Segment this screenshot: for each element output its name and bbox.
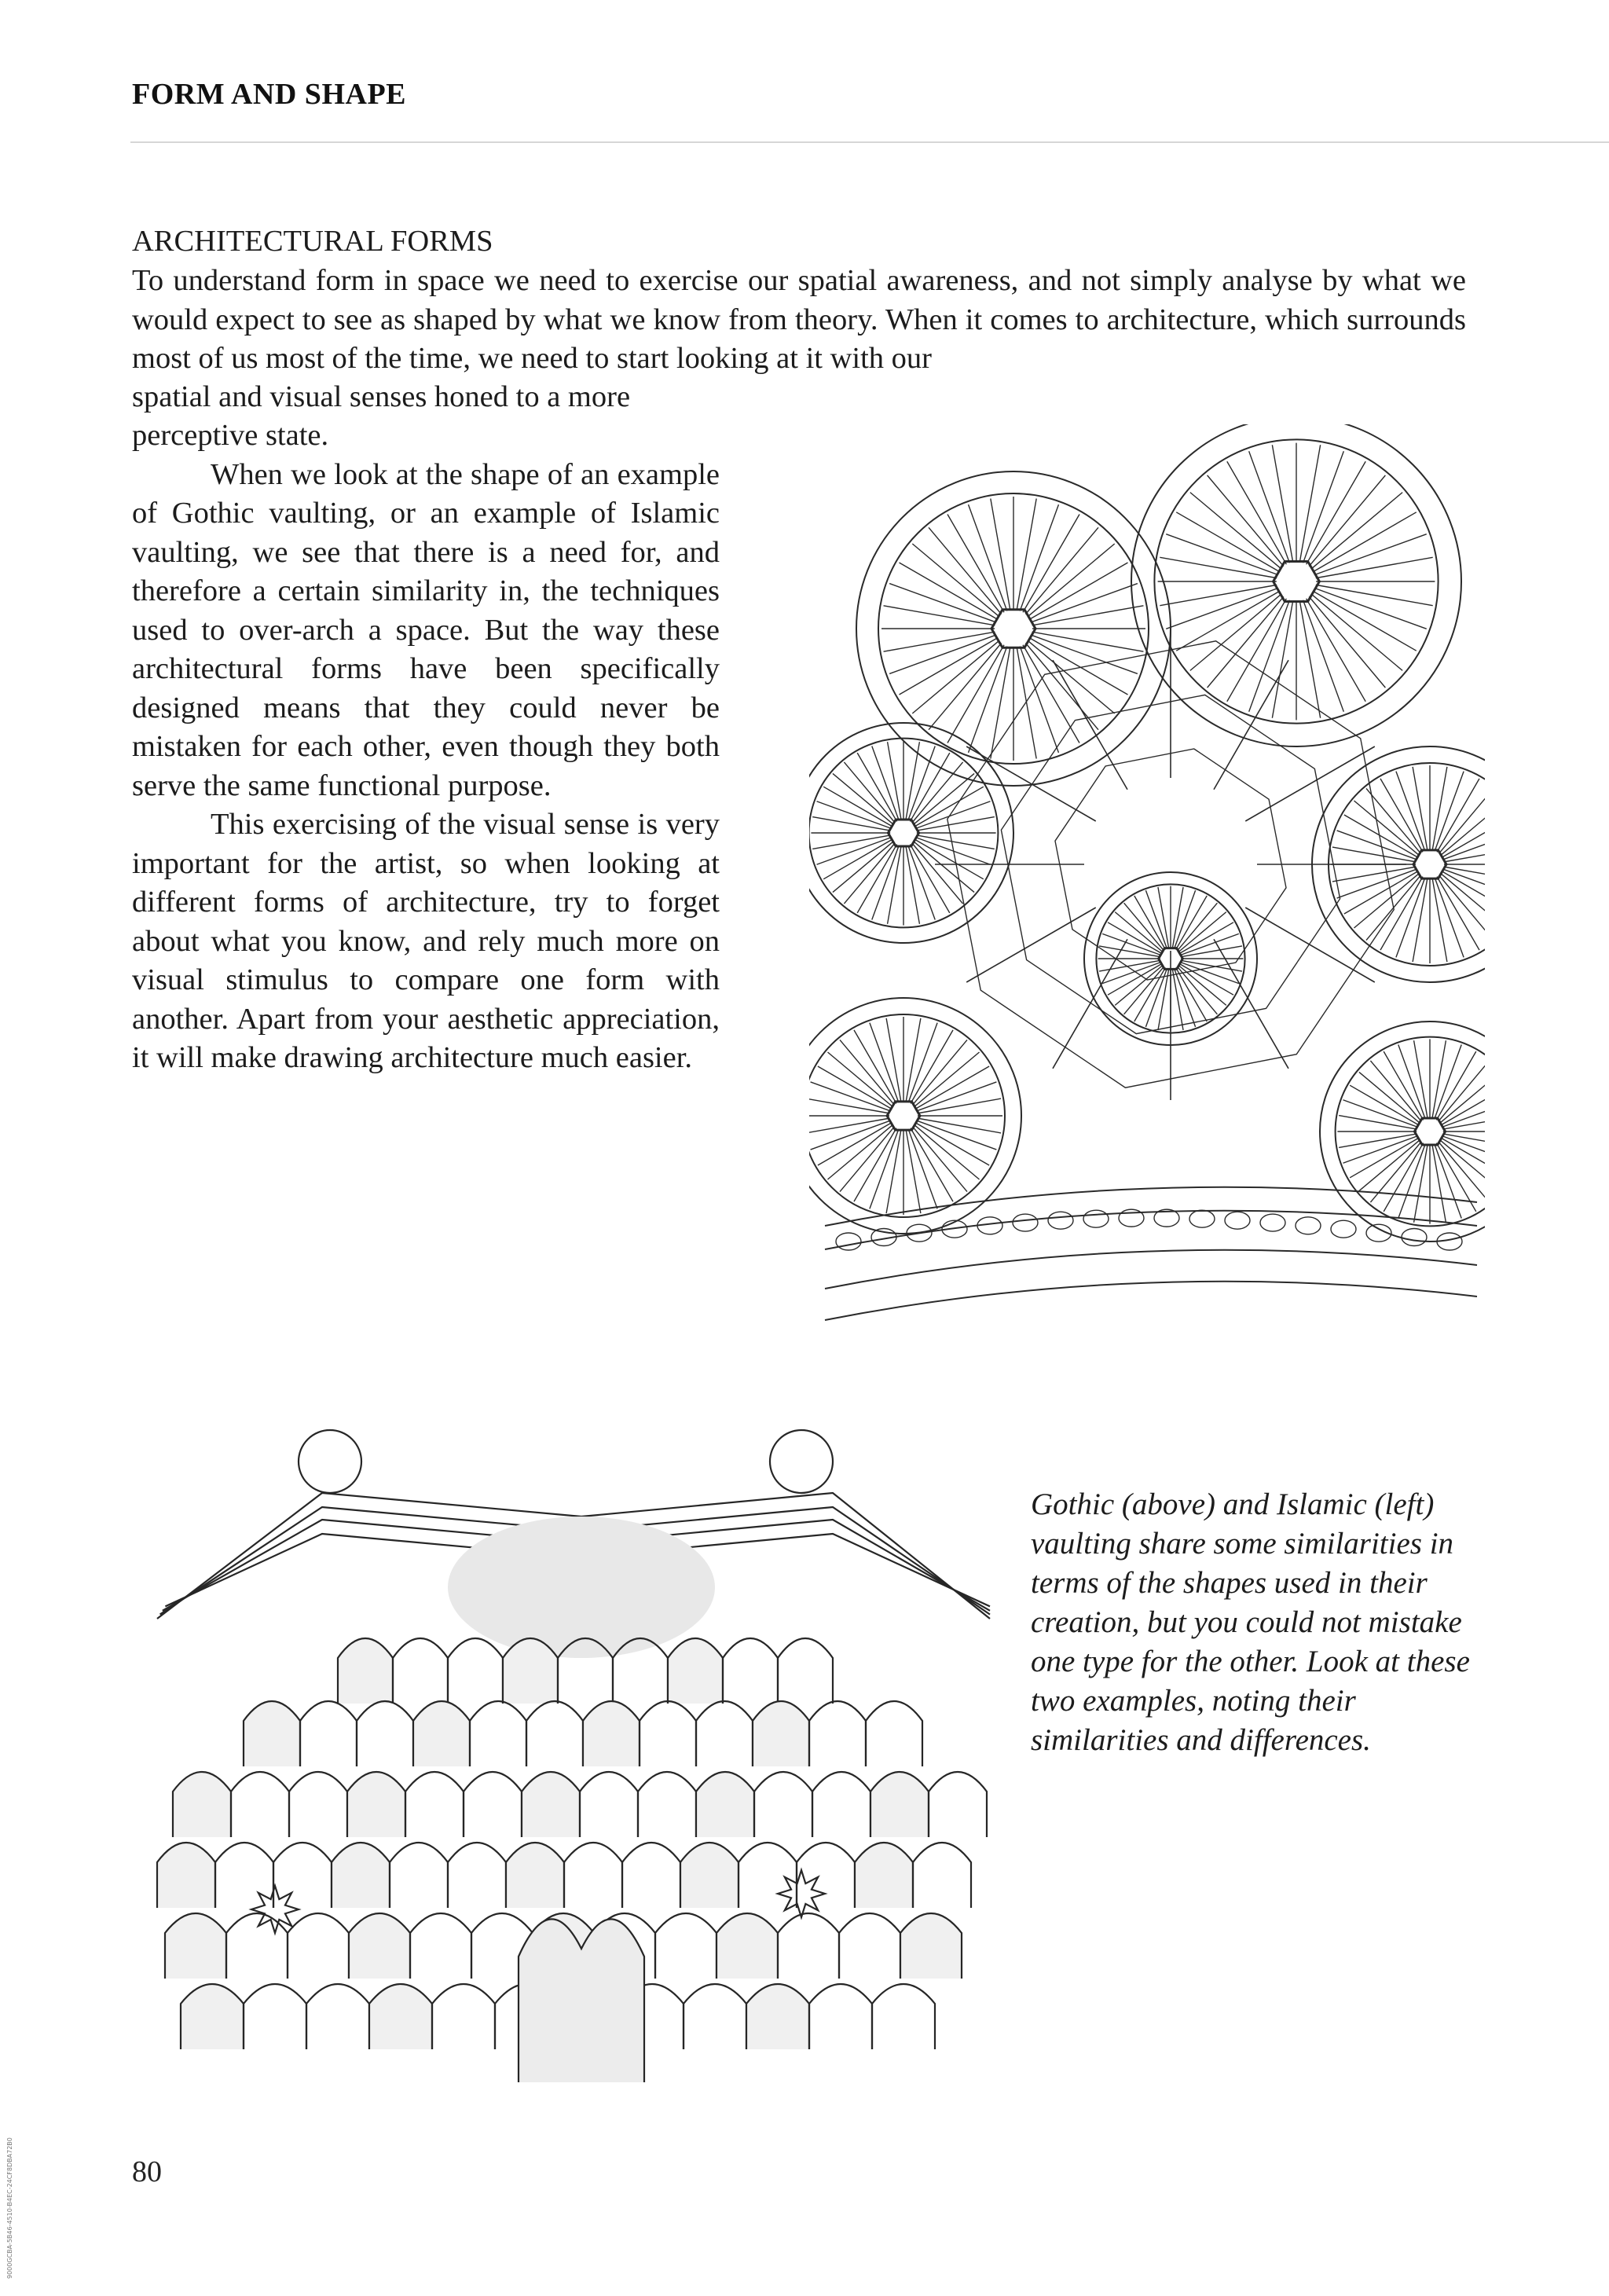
header-rule [130,141,1609,143]
intro-paragraph: To understand form in space we need to exercise our spatial awareness, and not simply analyse by what we would expect to see as shaped by what we know from theory. When it comes to architecture, which surrounds most of us most of the time, we need to start looking at it with our [132,264,1466,375]
islamic-muqarnas-vault-drawing-icon [141,1407,1037,2098]
gothic-fan-vault-drawing-icon [809,424,1485,1383]
running-head: FORM AND SHAPE [132,78,406,111]
islamic-vault-illustration [141,1407,1037,2098]
page-number: 80 [132,2155,162,2188]
intro-paragraph-end: perceptive state. [132,419,329,452]
cornice-band [825,1187,1477,1320]
arch-frame [157,1430,990,1658]
gothic-vault-illustration [809,424,1485,1383]
fan-rosette [1320,1021,1485,1242]
rib-net [935,629,1406,1100]
section-title: ARCHITECTURAL FORMS [132,225,493,258]
side-code: 9000GCBA-5B46-4510-B4EC-24CF8DBA72B0 [6,2137,13,2279]
fan-rosette [809,998,1021,1234]
paragraph-visual-sense: This exercising of the visual sense is very important for the artist, so when looking at different forms of architecture, try to forget about what you know, and rely much more on visual stimulus to compare one form with another. Apart from your aesthetic appreciation, it will make drawing architecture much easier. [132,808,720,1074]
figure-caption: Gothic (above) and Islamic (left) vaulting share some similarities in terms of the shapes used in their creation, but you could not mistake one type for the other. Look at these two examples, noting their similarities and differences. [1031,1487,1470,1757]
intro-paragraph-tail: spatial and visual senses honed to a more [132,380,631,413]
text-column [132,416,720,1078]
fan-rosette [1131,424,1461,746]
paragraph-vaulting: When we look at the shape of an example of Gothic vaulting, or an example of Islamic vaulting, we see that there is a need for, and therefore a certain similarity in, the techniques used to over-arch a space. But the way these architectural forms have been specifically designed means that they could never be mistaken for each other, even though they both serve the same functional purpose. [132,457,720,802]
